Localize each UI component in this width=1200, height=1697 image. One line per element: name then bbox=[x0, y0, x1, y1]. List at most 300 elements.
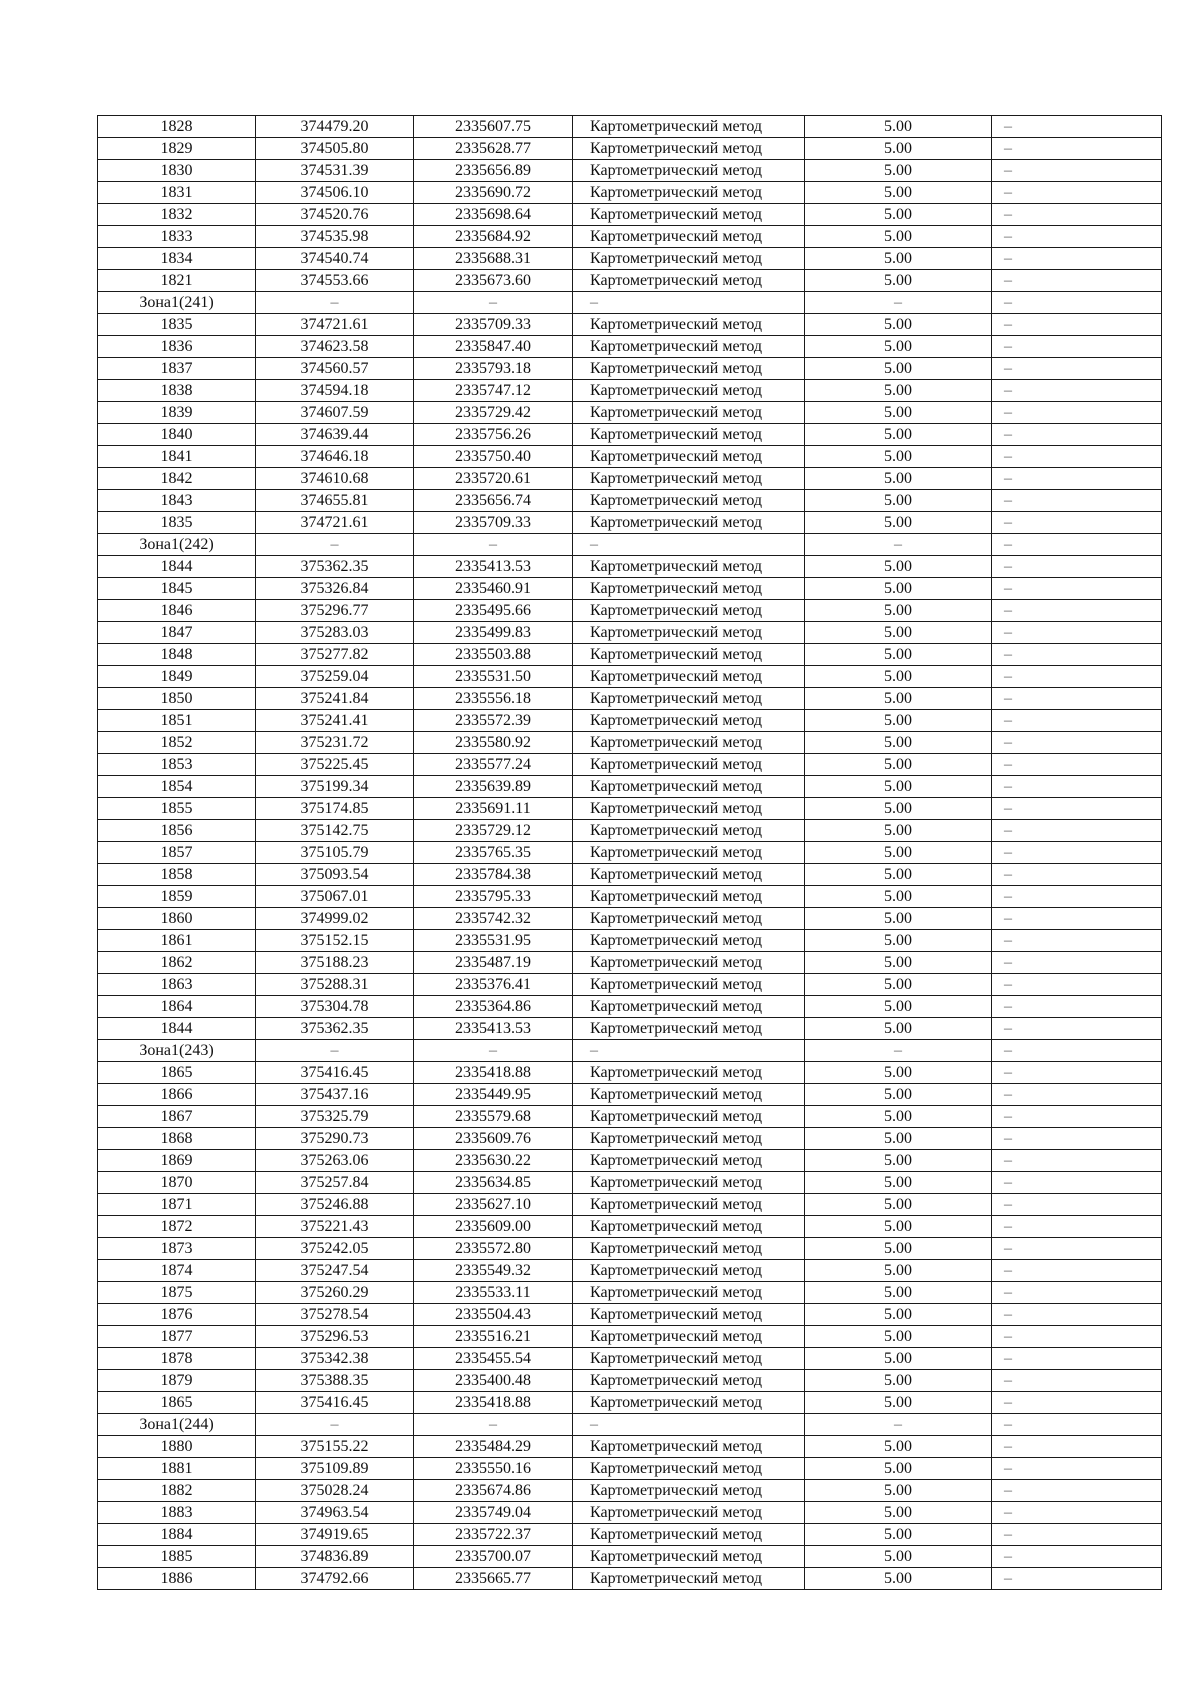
x-coordinate-cell: 375028.24 bbox=[256, 1480, 414, 1502]
accuracy-cell: 5.00 bbox=[805, 1238, 992, 1260]
accuracy-cell: – bbox=[805, 1040, 992, 1062]
point-number-cell: 1843 bbox=[98, 490, 256, 512]
x-coordinate-cell: 374963.54 bbox=[256, 1502, 414, 1524]
y-coordinate-cell: 2335674.86 bbox=[414, 1480, 573, 1502]
table-row bbox=[98, 930, 1162, 952]
accuracy-cell: 5.00 bbox=[805, 424, 992, 446]
accuracy-cell: 5.00 bbox=[805, 1546, 992, 1568]
method-cell: Картометрический метод bbox=[573, 1150, 805, 1172]
table-row bbox=[98, 556, 1162, 578]
y-coordinate-cell: 2335460.91 bbox=[414, 578, 573, 600]
method-cell: Картометрический метод bbox=[573, 776, 805, 798]
x-coordinate-cell: 374607.59 bbox=[256, 402, 414, 424]
note-cell: – bbox=[992, 644, 1162, 666]
y-coordinate-cell: 2335634.85 bbox=[414, 1172, 573, 1194]
x-coordinate-cell: 374560.57 bbox=[256, 358, 414, 380]
table-row bbox=[98, 1502, 1162, 1524]
method-cell: Картометрический метод bbox=[573, 1018, 805, 1040]
accuracy-cell: 5.00 bbox=[805, 666, 992, 688]
table-row bbox=[98, 1084, 1162, 1106]
table-row bbox=[98, 490, 1162, 512]
table-row bbox=[98, 1172, 1162, 1194]
note-cell: – bbox=[992, 1370, 1162, 1392]
note-cell: – bbox=[992, 1282, 1162, 1304]
method-cell: Картометрический метод bbox=[573, 1106, 805, 1128]
note-cell: – bbox=[992, 952, 1162, 974]
accuracy-cell: 5.00 bbox=[805, 1216, 992, 1238]
method-cell: Картометрический метод bbox=[573, 1480, 805, 1502]
y-coordinate-cell: – bbox=[414, 1414, 573, 1436]
method-cell: – bbox=[573, 1414, 805, 1436]
accuracy-cell: 5.00 bbox=[805, 512, 992, 534]
x-coordinate-cell: 375257.84 bbox=[256, 1172, 414, 1194]
accuracy-cell: 5.00 bbox=[805, 490, 992, 512]
accuracy-cell: 5.00 bbox=[805, 556, 992, 578]
y-coordinate-cell: 2335364.86 bbox=[414, 996, 573, 1018]
x-coordinate-cell: 374520.76 bbox=[256, 204, 414, 226]
y-coordinate-cell: 2335709.33 bbox=[414, 512, 573, 534]
y-coordinate-cell: 2335376.41 bbox=[414, 974, 573, 996]
y-coordinate-cell: 2335580.92 bbox=[414, 732, 573, 754]
note-cell: – bbox=[992, 996, 1162, 1018]
accuracy-cell: 5.00 bbox=[805, 468, 992, 490]
method-cell: Картометрический метод bbox=[573, 644, 805, 666]
method-cell: Картометрический метод bbox=[573, 1084, 805, 1106]
table-row bbox=[98, 1128, 1162, 1150]
point-number-cell: 1833 bbox=[98, 226, 256, 248]
y-coordinate-cell: 2335609.76 bbox=[414, 1128, 573, 1150]
note-cell: – bbox=[992, 1348, 1162, 1370]
y-coordinate-cell: 2335577.24 bbox=[414, 754, 573, 776]
note-cell: – bbox=[992, 204, 1162, 226]
method-cell: Картометрический метод bbox=[573, 314, 805, 336]
point-number-cell: 1845 bbox=[98, 578, 256, 600]
table-row bbox=[98, 1062, 1162, 1084]
point-number-cell: 1857 bbox=[98, 842, 256, 864]
table-row bbox=[98, 1568, 1162, 1590]
method-cell: Картометрический метод bbox=[573, 468, 805, 490]
method-cell: – bbox=[573, 534, 805, 556]
accuracy-cell: 5.00 bbox=[805, 1568, 992, 1590]
table-row bbox=[98, 688, 1162, 710]
point-number-cell: 1878 bbox=[98, 1348, 256, 1370]
y-coordinate-cell: 2335756.26 bbox=[414, 424, 573, 446]
note-cell: – bbox=[992, 512, 1162, 534]
x-coordinate-cell: 375247.54 bbox=[256, 1260, 414, 1282]
y-coordinate-cell: 2335673.60 bbox=[414, 270, 573, 292]
accuracy-cell: 5.00 bbox=[805, 1304, 992, 1326]
point-number-cell: Зона1(244) bbox=[98, 1414, 256, 1436]
note-cell: – bbox=[992, 622, 1162, 644]
y-coordinate-cell: 2335722.37 bbox=[414, 1524, 573, 1546]
accuracy-cell: 5.00 bbox=[805, 974, 992, 996]
point-number-cell: 1831 bbox=[98, 182, 256, 204]
method-cell: Картометрический метод bbox=[573, 578, 805, 600]
note-cell: – bbox=[992, 1062, 1162, 1084]
point-number-cell: 1859 bbox=[98, 886, 256, 908]
x-coordinate-cell: 375152.15 bbox=[256, 930, 414, 952]
table-row bbox=[98, 776, 1162, 798]
accuracy-cell: 5.00 bbox=[805, 182, 992, 204]
method-cell: Картометрический метод bbox=[573, 160, 805, 182]
method-cell: Картометрический метод bbox=[573, 1238, 805, 1260]
y-coordinate-cell: 2335627.10 bbox=[414, 1194, 573, 1216]
y-coordinate-cell: 2335609.00 bbox=[414, 1216, 573, 1238]
point-number-cell: 1861 bbox=[98, 930, 256, 952]
table-row bbox=[98, 358, 1162, 380]
y-coordinate-cell: 2335684.92 bbox=[414, 226, 573, 248]
x-coordinate-cell: 375246.88 bbox=[256, 1194, 414, 1216]
accuracy-cell: 5.00 bbox=[805, 710, 992, 732]
note-cell: – bbox=[992, 1458, 1162, 1480]
point-number-cell: 1873 bbox=[98, 1238, 256, 1260]
accuracy-cell: 5.00 bbox=[805, 776, 992, 798]
method-cell: Картометрический метод bbox=[573, 732, 805, 754]
y-coordinate-cell: 2335628.77 bbox=[414, 138, 573, 160]
table-row bbox=[98, 512, 1162, 534]
y-coordinate-cell: 2335607.75 bbox=[414, 116, 573, 138]
x-coordinate-cell: 374553.66 bbox=[256, 270, 414, 292]
point-number-cell: 1865 bbox=[98, 1392, 256, 1414]
point-number-cell: 1884 bbox=[98, 1524, 256, 1546]
x-coordinate-cell: 375325.79 bbox=[256, 1106, 414, 1128]
x-coordinate-cell: 374792.66 bbox=[256, 1568, 414, 1590]
point-number-cell: 1844 bbox=[98, 1018, 256, 1040]
method-cell: Картометрический метод bbox=[573, 974, 805, 996]
accuracy-cell: 5.00 bbox=[805, 798, 992, 820]
y-coordinate-cell: 2335847.40 bbox=[414, 336, 573, 358]
table-row bbox=[98, 1106, 1162, 1128]
table-row bbox=[98, 798, 1162, 820]
method-cell: Картометрический метод bbox=[573, 1348, 805, 1370]
note-cell: – bbox=[992, 776, 1162, 798]
note-cell: – bbox=[992, 468, 1162, 490]
point-number-cell: 1868 bbox=[98, 1128, 256, 1150]
point-number-cell: 1881 bbox=[98, 1458, 256, 1480]
y-coordinate-cell: 2335795.33 bbox=[414, 886, 573, 908]
note-cell: – bbox=[992, 1018, 1162, 1040]
note-cell: – bbox=[992, 1436, 1162, 1458]
point-number-cell: 1869 bbox=[98, 1150, 256, 1172]
y-coordinate-cell: 2335784.38 bbox=[414, 864, 573, 886]
accuracy-cell: 5.00 bbox=[805, 226, 992, 248]
zone-header-row bbox=[98, 534, 1162, 556]
note-cell: – bbox=[992, 160, 1162, 182]
y-coordinate-cell: 2335556.18 bbox=[414, 688, 573, 710]
note-cell: – bbox=[992, 578, 1162, 600]
point-number-cell: 1886 bbox=[98, 1568, 256, 1590]
method-cell: Картометрический метод bbox=[573, 952, 805, 974]
accuracy-cell: 5.00 bbox=[805, 1370, 992, 1392]
point-number-cell: 1864 bbox=[98, 996, 256, 1018]
point-number-cell: 1828 bbox=[98, 116, 256, 138]
method-cell: Картометрический метод bbox=[573, 1260, 805, 1282]
method-cell: Картометрический метод bbox=[573, 1304, 805, 1326]
y-coordinate-cell: 2335630.22 bbox=[414, 1150, 573, 1172]
x-coordinate-cell: 374721.61 bbox=[256, 314, 414, 336]
note-cell: – bbox=[992, 1304, 1162, 1326]
x-coordinate-cell: 375416.45 bbox=[256, 1062, 414, 1084]
method-cell: Картометрический метод bbox=[573, 138, 805, 160]
point-number-cell: 1838 bbox=[98, 380, 256, 402]
table-row bbox=[98, 864, 1162, 886]
method-cell: Картометрический метод bbox=[573, 1062, 805, 1084]
method-cell: Картометрический метод bbox=[573, 688, 805, 710]
accuracy-cell: 5.00 bbox=[805, 820, 992, 842]
method-cell: Картометрический метод bbox=[573, 842, 805, 864]
y-coordinate-cell: 2335418.88 bbox=[414, 1062, 573, 1084]
x-coordinate-cell: 374540.74 bbox=[256, 248, 414, 270]
accuracy-cell: 5.00 bbox=[805, 1150, 992, 1172]
x-coordinate-cell: 375278.54 bbox=[256, 1304, 414, 1326]
accuracy-cell: 5.00 bbox=[805, 688, 992, 710]
x-coordinate-cell: 375241.41 bbox=[256, 710, 414, 732]
method-cell: Картометрический метод bbox=[573, 490, 805, 512]
table-row bbox=[98, 578, 1162, 600]
x-coordinate-cell: 375326.84 bbox=[256, 578, 414, 600]
point-number-cell: 1835 bbox=[98, 512, 256, 534]
y-coordinate-cell: 2335639.89 bbox=[414, 776, 573, 798]
accuracy-cell: 5.00 bbox=[805, 248, 992, 270]
method-cell: Картометрический метод bbox=[573, 116, 805, 138]
method-cell: Картометрический метод bbox=[573, 402, 805, 424]
y-coordinate-cell: 2335729.42 bbox=[414, 402, 573, 424]
x-coordinate-cell: 375221.43 bbox=[256, 1216, 414, 1238]
note-cell: – bbox=[992, 1546, 1162, 1568]
accuracy-cell: 5.00 bbox=[805, 1436, 992, 1458]
method-cell: Картометрический метод bbox=[573, 1524, 805, 1546]
x-coordinate-cell: – bbox=[256, 1414, 414, 1436]
table-row bbox=[98, 908, 1162, 930]
note-cell: – bbox=[992, 1128, 1162, 1150]
table-row bbox=[98, 1458, 1162, 1480]
x-coordinate-cell: 374506.10 bbox=[256, 182, 414, 204]
y-coordinate-cell: 2335516.21 bbox=[414, 1326, 573, 1348]
table-row bbox=[98, 1260, 1162, 1282]
x-coordinate-cell: 375362.35 bbox=[256, 1018, 414, 1040]
point-number-cell: 1846 bbox=[98, 600, 256, 622]
note-cell: – bbox=[992, 754, 1162, 776]
x-coordinate-cell: 374610.68 bbox=[256, 468, 414, 490]
table-row bbox=[98, 1546, 1162, 1568]
point-number-cell: 1837 bbox=[98, 358, 256, 380]
accuracy-cell: 5.00 bbox=[805, 1502, 992, 1524]
accuracy-cell: 5.00 bbox=[805, 1128, 992, 1150]
accuracy-cell: 5.00 bbox=[805, 1062, 992, 1084]
note-cell: – bbox=[992, 798, 1162, 820]
point-number-cell: 1876 bbox=[98, 1304, 256, 1326]
accuracy-cell: 5.00 bbox=[805, 930, 992, 952]
x-coordinate-cell: 375362.35 bbox=[256, 556, 414, 578]
accuracy-cell: 5.00 bbox=[805, 402, 992, 424]
table-row bbox=[98, 1370, 1162, 1392]
note-cell: – bbox=[992, 1172, 1162, 1194]
y-coordinate-cell: 2335503.88 bbox=[414, 644, 573, 666]
accuracy-cell: 5.00 bbox=[805, 732, 992, 754]
note-cell: – bbox=[992, 1502, 1162, 1524]
accuracy-cell: 5.00 bbox=[805, 1458, 992, 1480]
note-cell: – bbox=[992, 1216, 1162, 1238]
point-number-cell: 1865 bbox=[98, 1062, 256, 1084]
method-cell: Картометрический метод bbox=[573, 622, 805, 644]
method-cell: Картометрический метод bbox=[573, 424, 805, 446]
point-number-cell: 1855 bbox=[98, 798, 256, 820]
accuracy-cell: 5.00 bbox=[805, 1106, 992, 1128]
method-cell: Картометрический метод bbox=[573, 710, 805, 732]
point-number-cell: 1882 bbox=[98, 1480, 256, 1502]
method-cell: – bbox=[573, 292, 805, 314]
point-number-cell: 1840 bbox=[98, 424, 256, 446]
y-coordinate-cell: 2335700.07 bbox=[414, 1546, 573, 1568]
note-cell: – bbox=[992, 1326, 1162, 1348]
note-cell: – bbox=[992, 688, 1162, 710]
accuracy-cell: 5.00 bbox=[805, 952, 992, 974]
table-row bbox=[98, 182, 1162, 204]
x-coordinate-cell: 375296.77 bbox=[256, 600, 414, 622]
point-number-cell: 1829 bbox=[98, 138, 256, 160]
method-cell: Картометрический метод bbox=[573, 1392, 805, 1414]
x-coordinate-cell: 375283.03 bbox=[256, 622, 414, 644]
accuracy-cell: – bbox=[805, 292, 992, 314]
point-number-cell: 1863 bbox=[98, 974, 256, 996]
y-coordinate-cell: 2335742.32 bbox=[414, 908, 573, 930]
table-row bbox=[98, 1524, 1162, 1546]
accuracy-cell: 5.00 bbox=[805, 1392, 992, 1414]
point-number-cell: 1856 bbox=[98, 820, 256, 842]
method-cell: Картометрический метод bbox=[573, 1370, 805, 1392]
note-cell: – bbox=[992, 842, 1162, 864]
accuracy-cell: – bbox=[805, 534, 992, 556]
point-number-cell: 1849 bbox=[98, 666, 256, 688]
x-coordinate-cell: 374655.81 bbox=[256, 490, 414, 512]
note-cell: – bbox=[992, 116, 1162, 138]
accuracy-cell: 5.00 bbox=[805, 116, 992, 138]
table-row bbox=[98, 160, 1162, 182]
x-coordinate-cell: 375155.22 bbox=[256, 1436, 414, 1458]
table-row bbox=[98, 1326, 1162, 1348]
table-row bbox=[98, 204, 1162, 226]
method-cell: Картометрический метод bbox=[573, 446, 805, 468]
accuracy-cell: 5.00 bbox=[805, 1084, 992, 1106]
x-coordinate-cell: 375263.06 bbox=[256, 1150, 414, 1172]
x-coordinate-cell: 375260.29 bbox=[256, 1282, 414, 1304]
method-cell: Картометрический метод bbox=[573, 908, 805, 930]
x-coordinate-cell: 374919.65 bbox=[256, 1524, 414, 1546]
table-row bbox=[98, 622, 1162, 644]
table-row bbox=[98, 424, 1162, 446]
point-number-cell: 1854 bbox=[98, 776, 256, 798]
accuracy-cell: 5.00 bbox=[805, 908, 992, 930]
accuracy-cell: 5.00 bbox=[805, 1172, 992, 1194]
x-coordinate-cell: 375259.04 bbox=[256, 666, 414, 688]
x-coordinate-cell: 375304.78 bbox=[256, 996, 414, 1018]
accuracy-cell: 5.00 bbox=[805, 204, 992, 226]
table-row bbox=[98, 248, 1162, 270]
x-coordinate-cell: 375142.75 bbox=[256, 820, 414, 842]
table-row bbox=[98, 314, 1162, 336]
x-coordinate-cell: – bbox=[256, 1040, 414, 1062]
y-coordinate-cell: 2335750.40 bbox=[414, 446, 573, 468]
table-row bbox=[98, 754, 1162, 776]
table-row bbox=[98, 380, 1162, 402]
y-coordinate-cell: 2335495.66 bbox=[414, 600, 573, 622]
point-number-cell: 1872 bbox=[98, 1216, 256, 1238]
method-cell: Картометрический метод bbox=[573, 1216, 805, 1238]
point-number-cell: 1880 bbox=[98, 1436, 256, 1458]
point-number-cell: 1877 bbox=[98, 1326, 256, 1348]
accuracy-cell: 5.00 bbox=[805, 996, 992, 1018]
x-coordinate-cell: 375231.72 bbox=[256, 732, 414, 754]
table-row bbox=[98, 666, 1162, 688]
y-coordinate-cell: 2335765.35 bbox=[414, 842, 573, 864]
x-coordinate-cell: 374836.89 bbox=[256, 1546, 414, 1568]
note-cell: – bbox=[992, 1150, 1162, 1172]
note-cell: – bbox=[992, 1238, 1162, 1260]
note-cell: – bbox=[992, 600, 1162, 622]
point-number-cell: 1874 bbox=[98, 1260, 256, 1282]
x-coordinate-cell: 375437.16 bbox=[256, 1084, 414, 1106]
point-number-cell: 1871 bbox=[98, 1194, 256, 1216]
note-cell: – bbox=[992, 666, 1162, 688]
note-cell: – bbox=[992, 424, 1162, 446]
method-cell: Картометрический метод bbox=[573, 226, 805, 248]
note-cell: – bbox=[992, 1568, 1162, 1590]
table-row bbox=[98, 336, 1162, 358]
x-coordinate-cell: 375288.31 bbox=[256, 974, 414, 996]
note-cell: – bbox=[992, 358, 1162, 380]
table-row bbox=[98, 446, 1162, 468]
accuracy-cell: 5.00 bbox=[805, 138, 992, 160]
x-coordinate-cell: 374535.98 bbox=[256, 226, 414, 248]
method-cell: Картометрический метод bbox=[573, 1194, 805, 1216]
note-cell: – bbox=[992, 820, 1162, 842]
accuracy-cell: 5.00 bbox=[805, 1480, 992, 1502]
point-number-cell: Зона1(242) bbox=[98, 534, 256, 556]
accuracy-cell: – bbox=[805, 1414, 992, 1436]
method-cell: Картометрический метод bbox=[573, 666, 805, 688]
zone-header-row bbox=[98, 1040, 1162, 1062]
note-cell: – bbox=[992, 1106, 1162, 1128]
point-number-cell: 1852 bbox=[98, 732, 256, 754]
method-cell: Картометрический метод bbox=[573, 358, 805, 380]
y-coordinate-cell: 2335688.31 bbox=[414, 248, 573, 270]
table-row bbox=[98, 644, 1162, 666]
x-coordinate-cell: 375174.85 bbox=[256, 798, 414, 820]
note-cell: – bbox=[992, 248, 1162, 270]
y-coordinate-cell: 2335531.95 bbox=[414, 930, 573, 952]
y-coordinate-cell: 2335747.12 bbox=[414, 380, 573, 402]
note-cell: – bbox=[992, 1040, 1162, 1062]
x-coordinate-cell: – bbox=[256, 292, 414, 314]
accuracy-cell: 5.00 bbox=[805, 622, 992, 644]
x-coordinate-cell: 375388.35 bbox=[256, 1370, 414, 1392]
x-coordinate-cell: 374999.02 bbox=[256, 908, 414, 930]
method-cell: Картометрический метод bbox=[573, 1326, 805, 1348]
method-cell: Картометрический метод bbox=[573, 1282, 805, 1304]
accuracy-cell: 5.00 bbox=[805, 270, 992, 292]
y-coordinate-cell: 2335484.29 bbox=[414, 1436, 573, 1458]
table-row bbox=[98, 1216, 1162, 1238]
accuracy-cell: 5.00 bbox=[805, 600, 992, 622]
y-coordinate-cell: 2335690.72 bbox=[414, 182, 573, 204]
y-coordinate-cell: 2335749.04 bbox=[414, 1502, 573, 1524]
table-row bbox=[98, 710, 1162, 732]
method-cell: Картометрический метод bbox=[573, 600, 805, 622]
point-number-cell: 1847 bbox=[98, 622, 256, 644]
note-cell: – bbox=[992, 1414, 1162, 1436]
table-row bbox=[98, 138, 1162, 160]
y-coordinate-cell: 2335413.53 bbox=[414, 556, 573, 578]
